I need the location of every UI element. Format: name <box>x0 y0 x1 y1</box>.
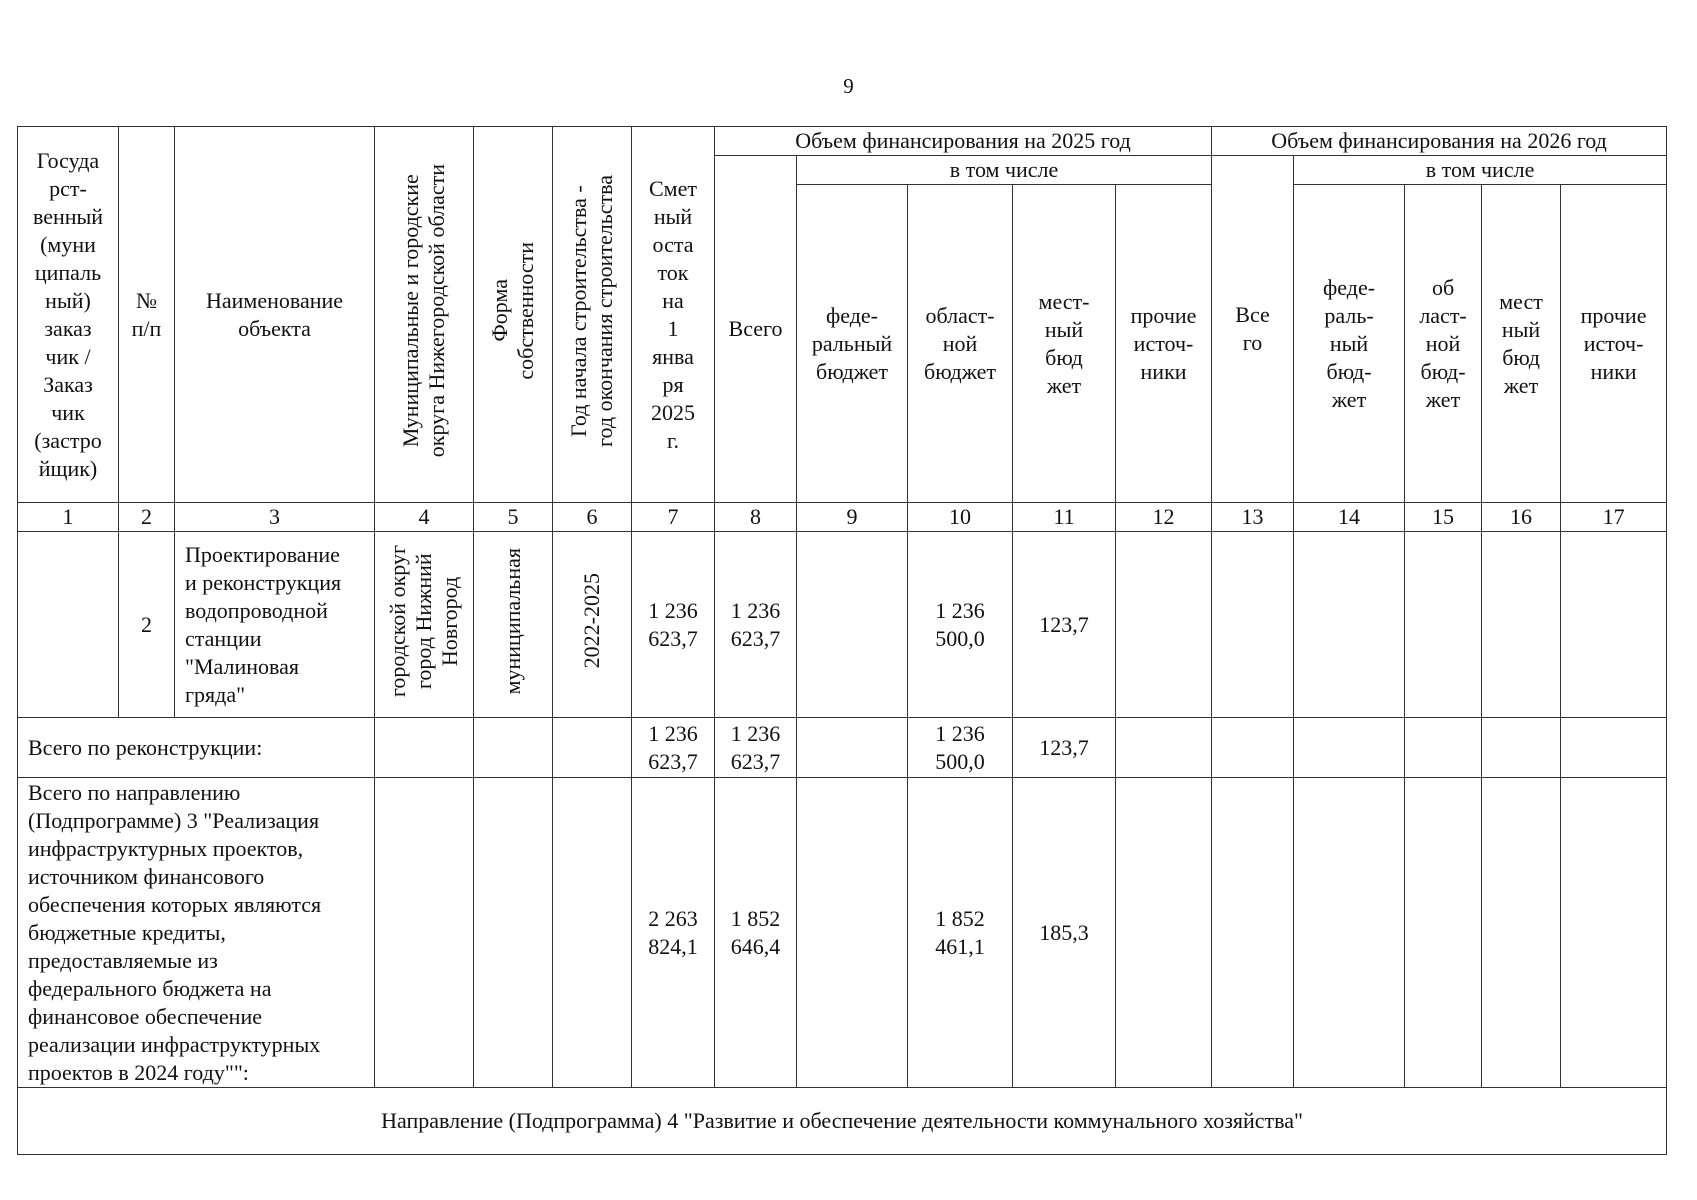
column-number: 10 <box>908 503 1013 532</box>
column-number: 9 <box>797 503 908 532</box>
header-district <box>375 127 474 503</box>
cell-total-2026 <box>1212 778 1294 1088</box>
column-number: 8 <box>715 503 797 532</box>
cell-number: 2 <box>119 532 175 718</box>
column-number: 7 <box>632 503 715 532</box>
cell-other-2025 <box>1116 718 1212 778</box>
column-number: 12 <box>1116 503 1212 532</box>
header-regional-2026: об ласт- ной бюд- жет <box>1405 185 1482 503</box>
column-number: 11 <box>1013 503 1116 532</box>
cell-other-2025 <box>1116 532 1212 718</box>
cell-federal-2025 <box>797 718 908 778</box>
cell-object-name: Проектирование и реконструкция водопроводной станции "Малиновая гряда" <box>175 532 375 718</box>
column-number: 5 <box>474 503 553 532</box>
cell-remaining: 2 263 824,1 <box>632 778 715 1088</box>
header-years-text: Год начала строительства - год окончания строительства <box>566 175 617 447</box>
cell-regional-2026 <box>1405 778 1482 1088</box>
cell-empty <box>375 778 474 1088</box>
header-remaining: Смет ный оста ток на 1 янва ря 2025 г. <box>632 127 715 503</box>
header-local-2025: мест- ный бюд жет <box>1013 185 1116 503</box>
cell-federal-2025 <box>797 778 908 1088</box>
cell-local-2025: 123,7 <box>1013 718 1116 778</box>
header-total-2026: Все го <box>1212 156 1294 503</box>
header-group-2026: Объем финансирования на 2026 год <box>1212 127 1667 156</box>
header-district-text: Муниципальные и городские округа Нижегородской области <box>398 164 449 458</box>
table-row-total-direction <box>18 778 1667 1088</box>
column-number: 14 <box>1294 503 1405 532</box>
cell-total-2026 <box>1212 532 1294 718</box>
table-row-total-reconstruction <box>18 718 1667 778</box>
header-regional-2025: област- ной бюджет <box>908 185 1013 503</box>
cell-empty <box>474 778 553 1088</box>
cell-regional-2026 <box>1405 718 1482 778</box>
cell-years <box>553 532 632 718</box>
header-row-1 <box>18 127 1667 156</box>
cell-regional-2026 <box>1405 532 1482 718</box>
cell-other-2026 <box>1561 718 1667 778</box>
cell-years-text: 2022-2025 <box>579 573 604 669</box>
column-number: 1 <box>18 503 119 532</box>
cell-federal-2026 <box>1294 718 1405 778</box>
cell-district-text: городской округ город Нижний Новгород <box>385 544 462 698</box>
header-incl-2025: в том числе <box>797 156 1212 185</box>
cell-customer <box>18 532 119 718</box>
header-years <box>553 127 632 503</box>
header-number: № п/п <box>119 127 175 503</box>
column-number: 2 <box>119 503 175 532</box>
cell-regional-2025: 1 236 500,0 <box>908 718 1013 778</box>
table-row-direction-4 <box>18 1088 1667 1155</box>
header-total-2025: Всего <box>715 156 797 503</box>
column-number: 4 <box>375 503 474 532</box>
cell-empty <box>375 718 474 778</box>
cell-remaining: 1 236 623,7 <box>632 532 715 718</box>
column-number: 16 <box>1482 503 1561 532</box>
cell-total-2025: 1 852 646,4 <box>715 778 797 1088</box>
cell-empty <box>474 718 553 778</box>
cell-other-2026 <box>1561 532 1667 718</box>
cell-ownership-text: муниципальная <box>500 547 525 695</box>
header-incl-2026: в том числе <box>1294 156 1667 185</box>
cell-total-2025: 1 236 623,7 <box>715 532 797 718</box>
cell-total-2025: 1 236 623,7 <box>715 718 797 778</box>
header-group-2025: Объем финансирования на 2025 год <box>715 127 1212 156</box>
cell-local-2025: 185,3 <box>1013 778 1116 1088</box>
cell-total-2026 <box>1212 718 1294 778</box>
cell-remaining: 1 236 623,7 <box>632 718 715 778</box>
table-row-object <box>18 532 1667 718</box>
cell-district <box>375 532 474 718</box>
cell-total-reconstruction-label: Всего по реконструкции: <box>18 718 375 778</box>
header-ownership <box>474 127 553 503</box>
financing-table <box>17 126 1667 1155</box>
header-customer: Госуда рст- венный (муни ципаль ный) заказ чик / Заказ чик (застро йщик) <box>18 127 119 503</box>
cell-federal-2026 <box>1294 778 1405 1088</box>
cell-ownership <box>474 532 553 718</box>
cell-empty <box>553 778 632 1088</box>
cell-local-2026 <box>1482 718 1561 778</box>
column-number: 13 <box>1212 503 1294 532</box>
header-federal-2025: феде- ральный бюджет <box>797 185 908 503</box>
column-number: 17 <box>1561 503 1667 532</box>
cell-empty <box>553 718 632 778</box>
header-local-2026: мест ный бюд жет <box>1482 185 1561 503</box>
cell-local-2026 <box>1482 778 1561 1088</box>
header-ownership-text: Форма собственности <box>487 242 538 380</box>
cell-direction-4-label: Направление (Подпрограмма) 4 "Развитие и обеспечение деятельности коммунального хозяйства" <box>18 1088 1667 1155</box>
header-other-2026: прочие источ- ники <box>1561 185 1667 503</box>
cell-local-2026 <box>1482 532 1561 718</box>
cell-federal-2025 <box>797 532 908 718</box>
header-federal-2026: феде- раль- ный бюд- жет <box>1294 185 1405 503</box>
cell-local-2025: 123,7 <box>1013 532 1116 718</box>
header-other-2025: прочие источ- ники <box>1116 185 1212 503</box>
column-number: 15 <box>1405 503 1482 532</box>
column-number: 3 <box>175 503 375 532</box>
page-number: 9 <box>843 74 854 98</box>
cell-federal-2026 <box>1294 532 1405 718</box>
cell-other-2025 <box>1116 778 1212 1088</box>
cell-regional-2025: 1 852 461,1 <box>908 778 1013 1088</box>
column-number: 6 <box>553 503 632 532</box>
cell-total-direction-label: Всего по направлению (Подпрограмме) 3 "Реализация инфраструктурных проектов, источником финансового обеспечения которых являются бюджетные кредиты, предоставляемые из федерального бюджета на финансовое обеспечение реализации инфраструктурных проектов в 2024 году"": <box>18 778 375 1088</box>
cell-other-2026 <box>1561 778 1667 1088</box>
cell-regional-2025: 1 236 500,0 <box>908 532 1013 718</box>
column-number-row <box>18 503 1667 532</box>
header-object-name: Наименование объекта <box>175 127 375 503</box>
